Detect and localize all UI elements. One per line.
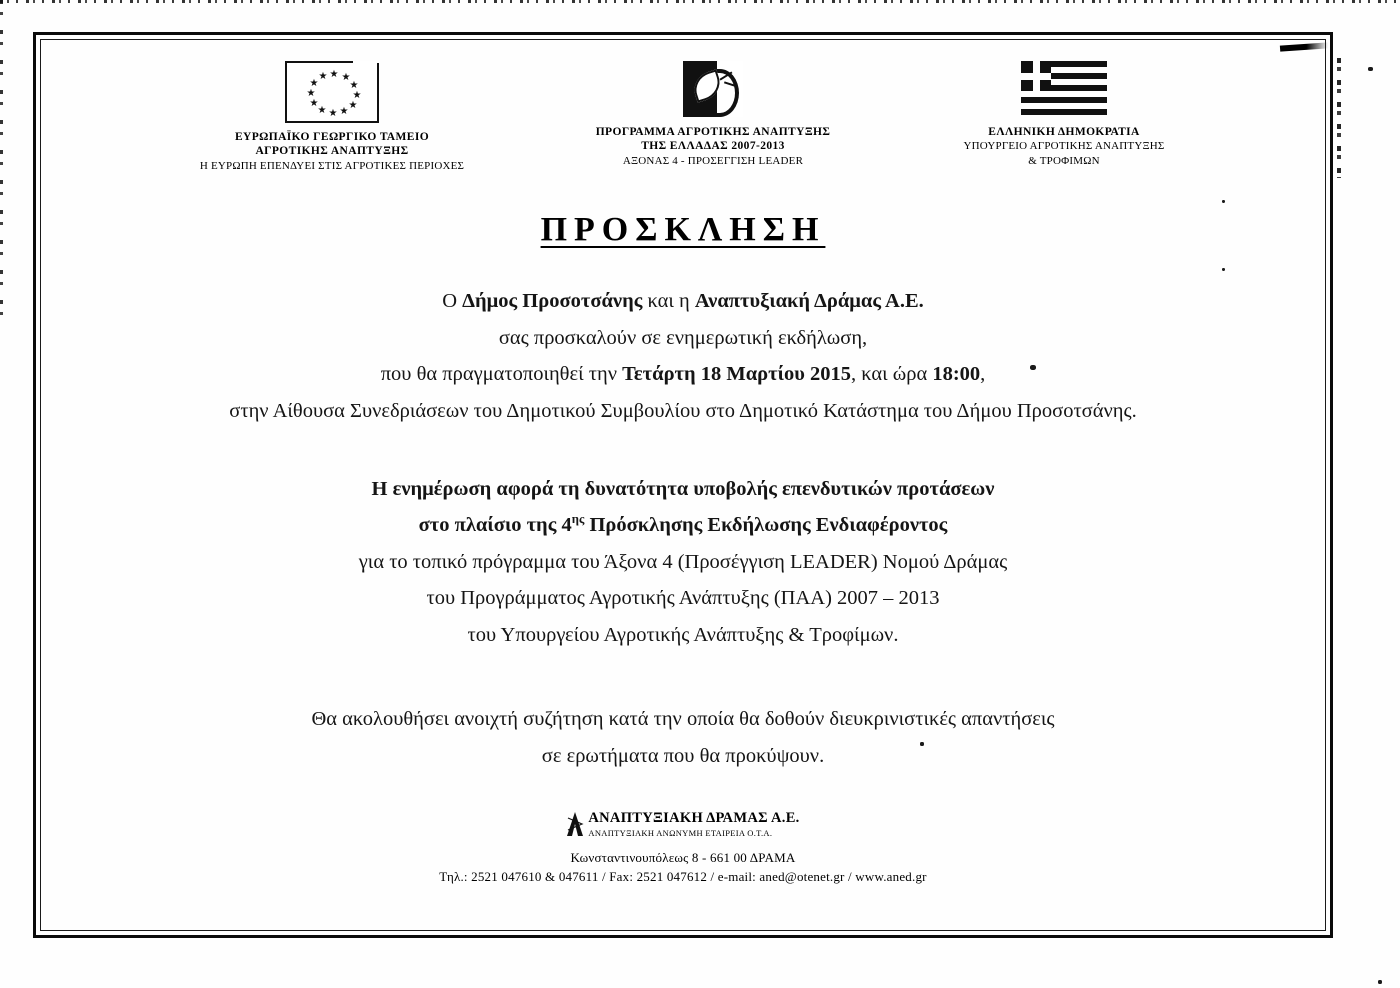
scope-line-5: του Υπουργείου Αγροτικής Ανάπτυξης & Τροφίμων.: [467, 623, 899, 646]
scope-paragraph: [36, 471, 1330, 653]
paa-caption-line3: ΑΞΟΝΑΣ 4 - ΠΡΟΣΕΓΓΙΣΗ LEADER: [622, 154, 804, 167]
eu-logo-block: [132, 61, 532, 173]
intro-paragraph: [36, 283, 1330, 429]
document-content: [36, 35, 1330, 935]
scope-line-1: Η ενημέρωση αφορά τη δυνατότητα υποβολής επενδυτικών προτάσεων: [371, 477, 995, 500]
hellenic-caption-line2: ΥΠΟΥΡΓΕΙΟ ΑΓΡΟΤΙΚΗΣ ΑΝΑΠΤΥΞΗΣ: [963, 140, 1165, 153]
footer-block: [36, 810, 1330, 885]
organizer-name: Αναπτυξιακή Δράμας Α.Ε.: [694, 290, 924, 313]
call-number-suffix: Πρόσκλησης Εκδήλωσης Ενδιαφέροντος: [584, 514, 948, 537]
page-title: ΠΡΟΣΚΛΗΣΗ: [540, 211, 826, 249]
scan-edge-artifact-top: [0, 0, 1400, 3]
greek-flag-icon: [1021, 61, 1107, 115]
eu-flag-icon: [285, 61, 379, 123]
scan-edge-artifact-left: [0, 0, 3, 330]
event-venue: στην Αίθουσα Συνεδριάσεων του Δημοτικού Συμβουλίου στο Δημοτικό Κατάστημα του Δήμου Προσοτσάνης.: [229, 399, 1137, 422]
event-date: Τετάρτη 18 Μαρτίου 2015: [622, 363, 851, 386]
call-number-prefix: στο πλαίσιο της 4: [418, 514, 572, 537]
eu-caption-line2: ΑΓΡΟΤΙΚΗΣ ΑΝΑΠΤΥΞΗΣ: [255, 145, 409, 158]
aned-logo-name: ΑΝΑΠΤΥΞΙΑΚΗ ΔΡΑΜΑΣ Α.Ε.: [588, 810, 800, 827]
document-border-frame: [33, 32, 1333, 938]
logo-header: [36, 35, 1330, 173]
closing-line-2: σε ερωτήματα που θα προκύψουν.: [541, 744, 825, 767]
intro-line1-mid: και η: [642, 290, 695, 313]
intro-line-3: [36, 356, 1330, 392]
intro-line1-prefix: Ο: [442, 290, 463, 313]
event-date-prefix: που θα πραγματοποιηθεί την: [380, 363, 623, 386]
aned-logo: [566, 810, 799, 838]
hellenic-caption-line1: ΕΛΛΗΝΙΚΗ ΔΗΜΟΚΡΑΤΙΑ: [988, 126, 1140, 138]
paa-logo-block: [553, 61, 873, 168]
event-time: 18:00: [932, 363, 981, 386]
scope-line-3: για το τοπικό πρόγραμμα του Άξονα 4 (Προσέγγιση LEADER) Νομού Δράμας: [358, 550, 1008, 573]
footer-contact: Τηλ.: 2521 047610 & 047611 / Fax: 2521 047612 / e-mail: aned@otenet.gr / www.aned.gr: [439, 869, 927, 885]
paa-emblem-icon: [683, 61, 743, 117]
hellenic-caption-line3: & ΤΡΟΦΙΜΩΝ: [1028, 154, 1100, 167]
aned-logo-subtitle: ΑΝΑΠΤΥΞΙΑΚΗ ΑΝΩΝΥΜΗ ΕΤΑΙΡΕΙΑ Ο.Τ.Α.: [588, 828, 773, 839]
scan-speck: [1378, 980, 1382, 984]
municipality-name: Δήμος Προσοτσάνης: [462, 290, 643, 313]
closing-line-1: Θα ακολουθήσει ανοιχτή συζήτηση κατά την οποία θα δοθούν διευκρινιστικές απαντήσεις: [311, 708, 1055, 731]
eu-caption-line3: Η ΕΥΡΩΠΗ ΕΠΕΝΔΥΕΙ ΣΤΙΣ ΑΓΡΟΤΙΚΕΣ ΠΕΡΙΟΧΕΣ: [199, 159, 465, 172]
call-number-ordinal: ης: [571, 512, 585, 527]
intro-line-2: σας προσκαλούν σε ενημερωτική εκδήλωση,: [498, 326, 868, 349]
paa-caption-line2: ΤΗΣ ΕΛΛΑΔΑΣ 2007-2013: [641, 140, 785, 153]
scope-line-4: του Προγράμματος Αγροτικής Ανάπτυξης (ΠΑΑ) 2007 – 2013: [426, 587, 940, 610]
hellenic-logo-block: [894, 61, 1234, 168]
intro-line3-suffix: ,: [980, 363, 986, 386]
intro-line-1: [36, 283, 1330, 319]
footer-address: Κωνσταντινουπόλεως 8 - 661 00 ΔΡΑΜΑ: [570, 850, 796, 866]
closing-paragraph: [36, 701, 1330, 774]
event-time-mid: , και ώρα: [850, 363, 933, 386]
eu-caption-line1: ΕΥΡΩΠΑΪΚΟ ΓΕΩΡΓΙΚΟ ΤΑΜΕΙΟ: [234, 131, 430, 143]
scan-edge-artifact-right: [1337, 58, 1341, 178]
scan-speck: [1368, 67, 1373, 71]
aned-logo-mark-icon: [566, 812, 584, 836]
scope-line-2: [36, 507, 1330, 543]
paa-caption-line1: ΠΡΟΓΡΑΜΜΑ ΑΓΡΟΤΙΚΗΣ ΑΝΑΠΤΥΞΗΣ: [595, 126, 831, 138]
